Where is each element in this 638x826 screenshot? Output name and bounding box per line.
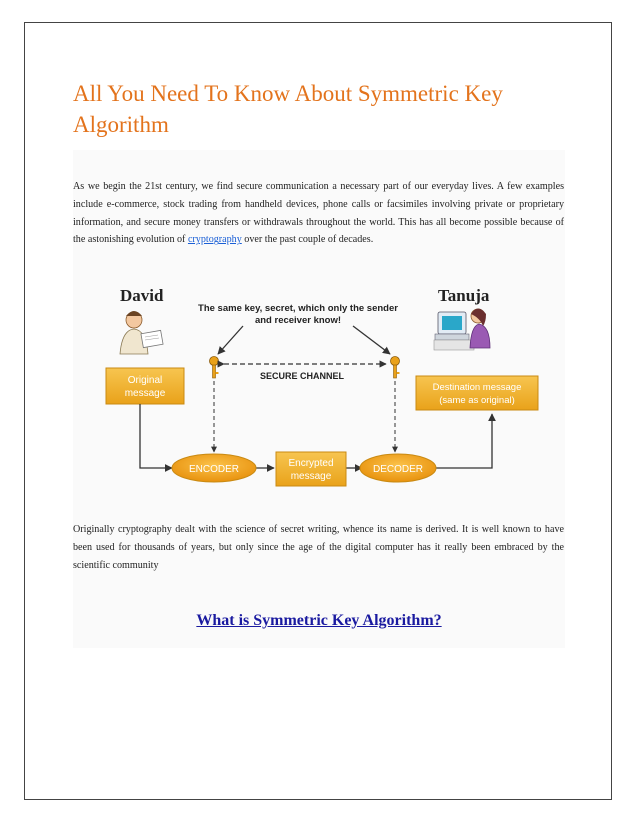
encrypted-message-line1: Encrypted bbox=[288, 458, 334, 469]
original-message-line1: Original bbox=[127, 375, 163, 386]
right-key-icon bbox=[391, 357, 400, 379]
cryptography-link[interactable]: cryptography bbox=[187, 234, 242, 246]
body-paragraph: Originally cryptography dealt with the science of secret writing, whence its name is derived. It is well known to have been used for thousands of years, but only since the age of the digital computer has it really been embraced by the scientific community bbox=[73, 524, 564, 571]
destination-message-line1: Destination message bbox=[432, 382, 522, 393]
decoder-label: DECODER bbox=[372, 464, 424, 475]
key-caption-line2: and receiver know! bbox=[254, 315, 342, 326]
encoder-label: ENCODER bbox=[188, 464, 240, 475]
left-key-icon bbox=[210, 357, 219, 379]
receiver-icon bbox=[434, 309, 490, 351]
key-caption-line1: The same key, secret, which only the sender bbox=[198, 303, 398, 314]
encrypted-message-line2: message bbox=[290, 471, 332, 482]
destination-message-line2: (same as original) bbox=[439, 395, 515, 406]
section-heading: What is Symmetric Key Algorithm? bbox=[196, 612, 442, 629]
original-message-line2: message bbox=[124, 388, 166, 399]
intro-text-end: over the past couple of decades. bbox=[241, 234, 374, 246]
page-title: All You Need To Know About Symmetric Key Algorithm bbox=[73, 81, 503, 137]
symmetric-key-diagram bbox=[98, 282, 548, 506]
secure-channel-label: SECURE CHANNEL bbox=[259, 371, 345, 381]
sender-name: David bbox=[120, 286, 164, 305]
sender-icon bbox=[120, 311, 163, 354]
receiver-name: Tanuja bbox=[438, 286, 490, 305]
intro-paragraph bbox=[73, 178, 564, 249]
intro-text-start: As we begin the 21st century, we find secure communication a necessary part of our everyday lives. A few examples include e-commerce, stock trading from handheld devices, phone calls or facsimiles involving private or proprietary information, and secure money transfers or withdrawals throughout the world. This has all become possible because of the astonishing evolution of bbox=[73, 181, 564, 246]
